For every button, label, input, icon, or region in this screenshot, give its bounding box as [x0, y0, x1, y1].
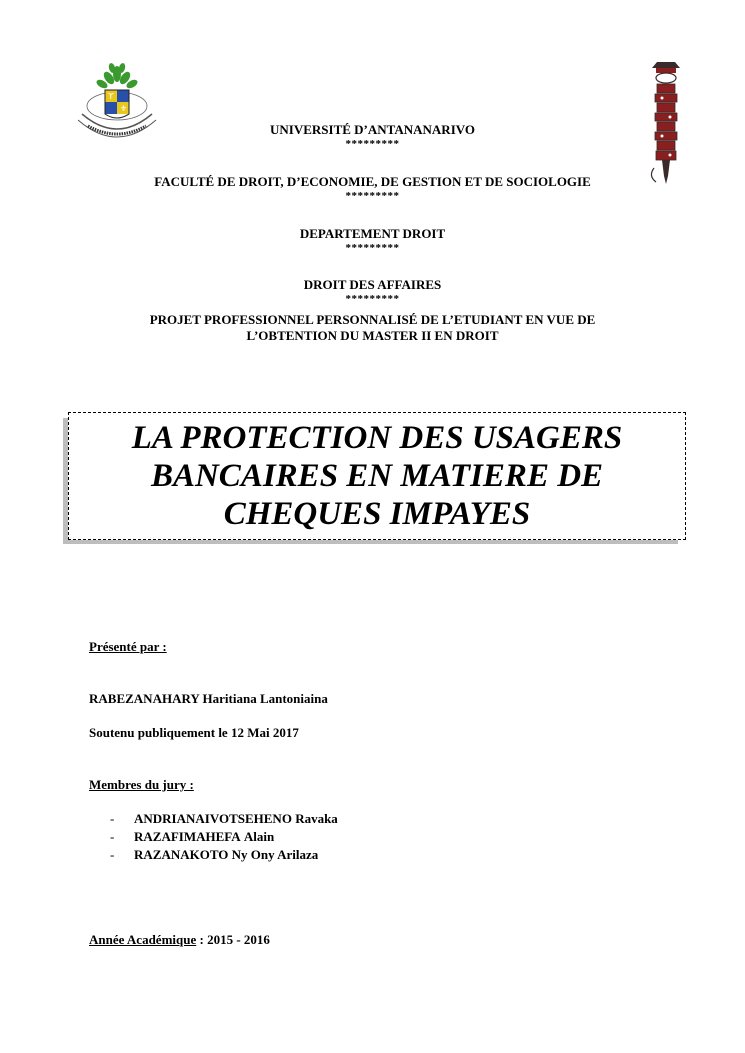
academic-year-value: : 2015 - 2016: [199, 932, 270, 947]
separator-stars: *********: [345, 293, 400, 305]
thesis-title: [97, 419, 657, 533]
presented-by-label: Présenté par :: [89, 639, 167, 654]
thesis-title-line-1: LA PROTECTION DES USAGERS: [131, 420, 623, 456]
project-line-2: L’OBTENTION DU MASTER II EN DROIT: [246, 328, 499, 343]
list-bullet: -: [110, 811, 115, 826]
specialty-name: DROIT DES AFFAIRES: [303, 277, 442, 292]
jury-list: [110, 810, 338, 864]
jury-member-given-name: Ny Ony Arilaza: [231, 847, 319, 862]
jury-member: [110, 828, 338, 846]
author-name: RABEZANAHARY Haritiana Lantoniaina: [89, 691, 328, 706]
university-name: UNIVERSITÉ D’ANTANANARIVO: [270, 122, 475, 137]
faculty-name: FACULTÉ DE DROIT, D’ECONOMIE, DE GESTION ET DE SOCIOLOGIE: [154, 174, 591, 189]
separator-stars: *********: [345, 138, 400, 150]
academic-year-label: Année Académique: [89, 932, 197, 947]
jury-member: [110, 810, 338, 828]
thesis-title-line-3: CHEQUES IMPAYES: [223, 496, 531, 532]
svg-text:⚜: ⚜: [120, 104, 128, 113]
project-line-1: PROJET PROFESSIONNEL PERSONNALISÉ DE L’ETUDIANT EN VUE DE: [149, 312, 596, 327]
jury-member-surname: RAZAFIMAHEFA: [134, 829, 241, 844]
separator-stars: *********: [345, 242, 400, 254]
separator-stars: *********: [345, 190, 400, 202]
svg-text:ϒ: ϒ: [108, 92, 114, 101]
jury-member-given-name: Ravaka: [295, 811, 338, 826]
jury-member: [110, 846, 338, 864]
jury-member-surname: RAZANAKOTO: [134, 847, 229, 862]
list-bullet: -: [110, 829, 115, 844]
jury-label: Membres du jury :: [89, 777, 194, 792]
defense-date: Soutenu publiquement le 12 Mai 2017: [89, 725, 299, 740]
academic-year: [89, 932, 270, 948]
jury-member-surname: ANDRIANAIVOTSEHENO: [134, 811, 292, 826]
list-bullet: -: [110, 847, 115, 862]
thesis-title-line-2: BANCAIRES EN MATIERE DE: [150, 458, 604, 494]
department-name: DEPARTEMENT DROIT: [299, 226, 446, 241]
jury-member-given-name: Alain: [243, 829, 275, 844]
thesis-title-box: [68, 412, 686, 540]
